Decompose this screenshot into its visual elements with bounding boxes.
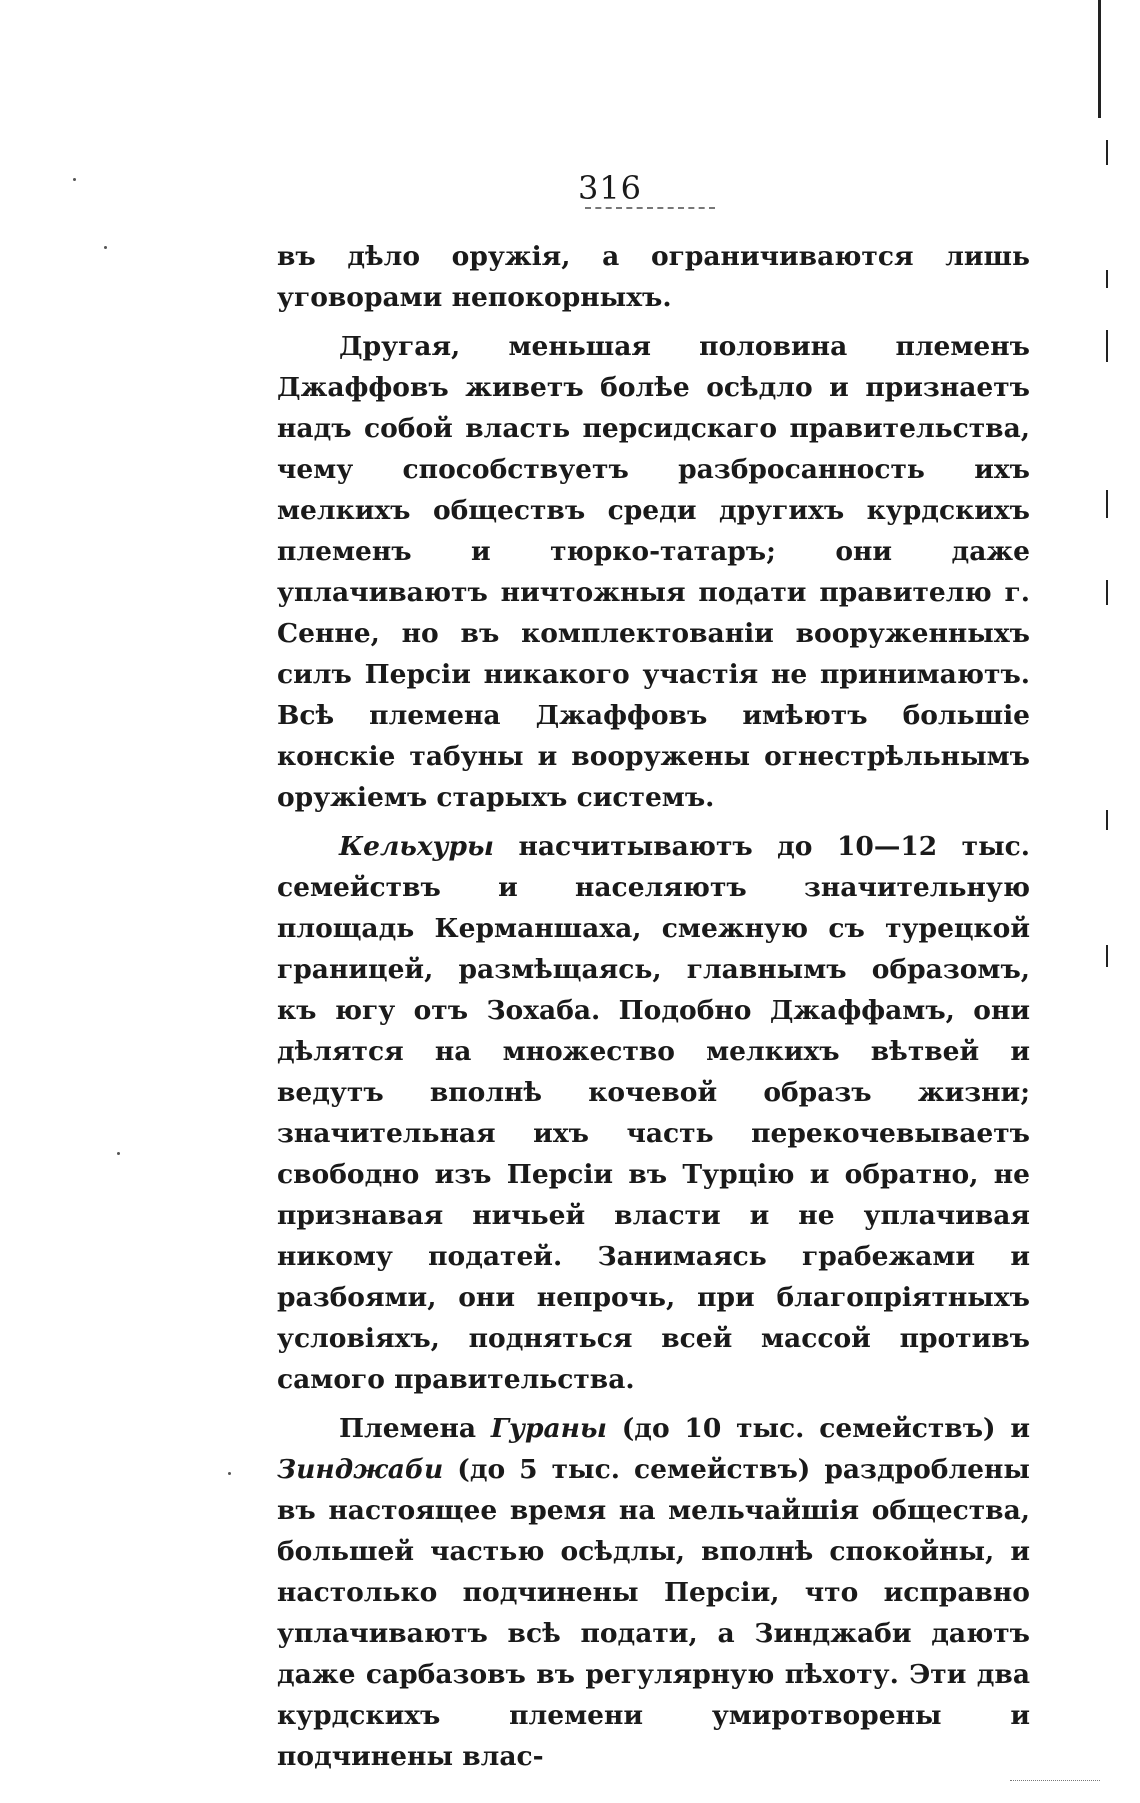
tribe-name-gurany: Гураны bbox=[490, 1413, 607, 1444]
scan-speck bbox=[73, 178, 76, 181]
scan-edge-line-1 bbox=[1098, 0, 1101, 118]
scan-edge-line-4 bbox=[1106, 330, 1108, 362]
paragraph-1-text: въ дѣло оружія, а ограничиваются лишь уговорами непокорныхъ. bbox=[277, 241, 1030, 313]
scan-edge-line-5 bbox=[1106, 490, 1108, 518]
paragraph-1 bbox=[277, 236, 1030, 318]
body-text bbox=[277, 236, 1030, 1785]
scan-edge-line-6 bbox=[1106, 580, 1108, 605]
paragraph-2-text: Другая, меньшая половина племенъ Джаффовъ живетъ болѣе осѣдло и признаетъ надъ собой власть персидскаго правительства, чему способствуетъ разбросанность ихъ мелкихъ обществъ среди другихъ курдскихъ племенъ и тюрко-татаръ; они даже уплачиваютъ ничтожныя подати правителю г. Сенне, но въ комплектованіи вооруженныхъ силъ Персіи никакого участія не принимаютъ. Всѣ племена Джаффовъ имѣютъ большіе конскіе табуны и вооружены огнестрѣльнымъ оружіемъ старыхъ системъ. bbox=[277, 331, 1030, 813]
scan-speck bbox=[104, 246, 107, 249]
paragraph-2 bbox=[277, 326, 1030, 818]
paragraph-3-text: насчитываютъ до 10—12 тыс. семействъ и населяютъ значительную площадь Керманшаха, смежную съ турецкой границей, размѣщаясь, главнымъ образомъ, къ югу отъ Зохаба. Подобно Джаффамъ, они дѣлятся на множество мелкихъ вѣтвей и ведутъ вполнѣ кочевой образъ жизни; значительная ихъ часть перекочевываетъ свободно изъ Персіи въ Турцію и обратно, не признавая ничьей власти и не уплачивая никому податей. Занимаясь грабежами и разбоями, они непрочь, при благопріятныхъ условіяхъ, подняться всей массой противъ самого правительства. bbox=[277, 831, 1030, 1395]
paragraph-4-text: (до 5 тыс. семействъ) раздроблены въ настоящее время на мельчайшія общества, большей частью осѣдлы, вполнѣ спокойны, и настолько подчинены Персіи, что исправно уплачиваютъ всѣ подати, а Зинджаби даютъ даже сарбазовъ въ регулярную пѣхоту. Эти два курдскихъ племени умиротворены и подчинены влас- bbox=[277, 1454, 1030, 1772]
page-number: 316 bbox=[577, 169, 643, 207]
tribe-name-zindzhabi: Зинджаби bbox=[277, 1454, 444, 1485]
tribe-name-kelkhury: Кельхуры bbox=[339, 831, 494, 862]
scan-edge-line-2 bbox=[1106, 140, 1108, 165]
paragraph-4-mid: (до 10 тыс. семействъ) и bbox=[606, 1413, 1031, 1444]
scan-footer-mark bbox=[1010, 1780, 1100, 1781]
scan-edge-line-7 bbox=[1106, 810, 1108, 830]
paragraph-3 bbox=[277, 826, 1030, 1400]
paragraph-4-lead: Племена bbox=[339, 1413, 491, 1444]
scan-speck bbox=[228, 1472, 231, 1475]
paragraph-4 bbox=[277, 1408, 1030, 1777]
scan-edge-line-8 bbox=[1106, 945, 1108, 967]
scan-speck bbox=[117, 1152, 120, 1155]
scan-edge-line-3 bbox=[1106, 270, 1108, 288]
page-number-rule bbox=[585, 207, 715, 209]
